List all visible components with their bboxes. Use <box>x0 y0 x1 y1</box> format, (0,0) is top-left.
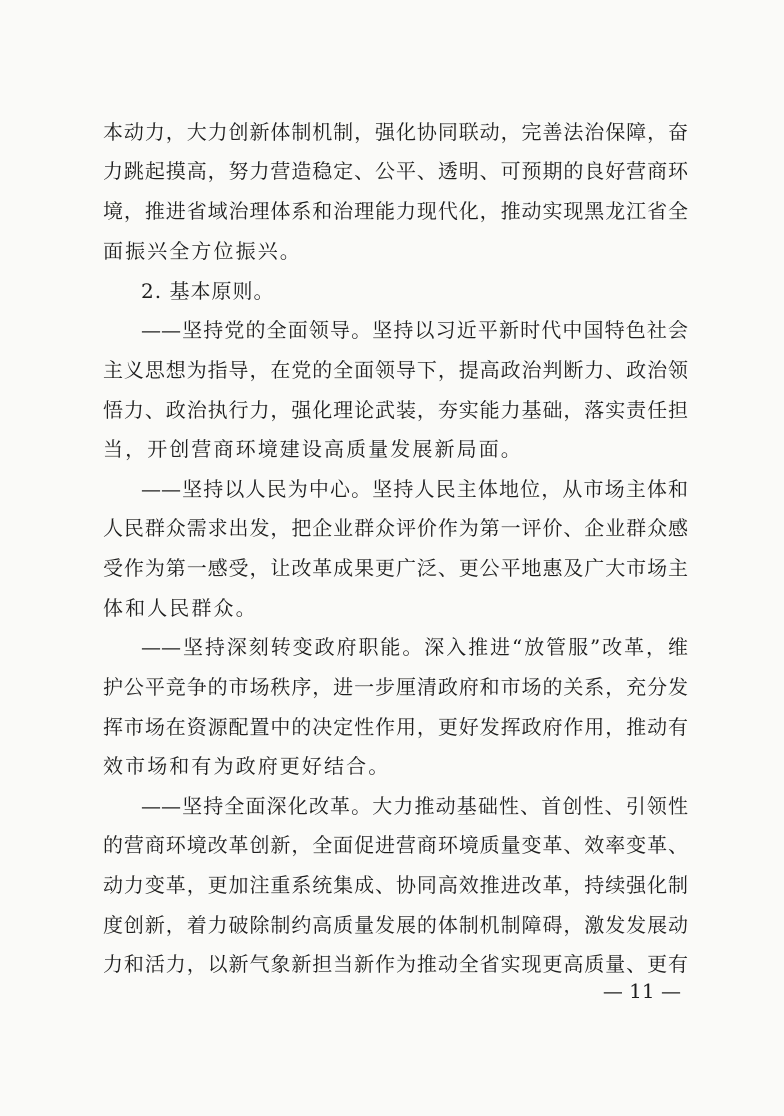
principle-3-line-2: 护公平竞争的市场秩序，进一步厘清政府和市场的关系，充分发 <box>103 675 688 699</box>
principle-4-line-1: ——坚持全面深化改革。大力推动基础性、首创性、引领性 <box>141 794 688 818</box>
principle-3-line-3: 挥市场在资源配置中的决定性作用，更好发挥政府作用，推动有 <box>103 715 688 739</box>
principle-4-line-3: 动力变革，更加注重系统集成、协同高效推进改革，持续强化制 <box>103 873 688 897</box>
principle-2-line-2: 人民群众需求出发，把企业群众评价作为第一评价、企业群众感 <box>103 516 688 540</box>
text-line-2: 力跳起摸高，努力营造稳定、公平、透明、可预期的良好营商环 <box>103 159 688 183</box>
text-line-3: 境，推进省域治理体系和治理能力现代化，推动实现黑龙江省全 <box>103 199 688 223</box>
section-heading: 2. 基本原则。 <box>141 279 275 303</box>
principle-1-line-1: ——坚持党的全面领导。坚持以习近平新时代中国特色社会 <box>141 318 688 342</box>
principle-2-line-1: ——坚持以人民为中心。坚持人民主体地位，从市场主体和 <box>141 477 688 501</box>
principle-4-line-2: 的营商环境改革创新，全面促进营商环境质量变革、效率变革、 <box>103 833 688 857</box>
text-line-4: 面振兴全方位振兴。 <box>103 239 302 263</box>
page-number: — 11 — <box>602 979 681 1003</box>
text-line-1: 本动力，大力创新体制机制，强化协同联动，完善法治保障，奋 <box>103 120 688 144</box>
principle-3-line-4: 效市场和有为政府更好结合。 <box>103 754 391 778</box>
principle-1-line-3: 悟力、政治执行力，强化理论武装，夯实能力基础，落实责任担 <box>103 398 688 422</box>
principle-2-line-3: 受作为第一感受，让改革成果更广泛、更公平地惠及广大市场主 <box>103 556 688 580</box>
principle-4-line-5: 力和活力，以新气象新担当新作为推动全省实现更高质量、更有 <box>103 952 688 976</box>
principle-1-line-2: 主义思想为指导，在党的全面领导下，提高政治判断力、政治领 <box>103 358 688 382</box>
principle-1-line-4: 当，开创营商环境建设高质量发展新局面。 <box>103 437 523 461</box>
principle-2-line-4: 体和人民群众。 <box>103 596 258 620</box>
principle-3-line-1: ——坚持深刻转变政府职能。深入推进“放管服”改革，维 <box>141 635 688 659</box>
principle-4-line-4: 度创新，着力破除制约高质量发展的体制机制障碍，激发发展动 <box>103 913 688 937</box>
